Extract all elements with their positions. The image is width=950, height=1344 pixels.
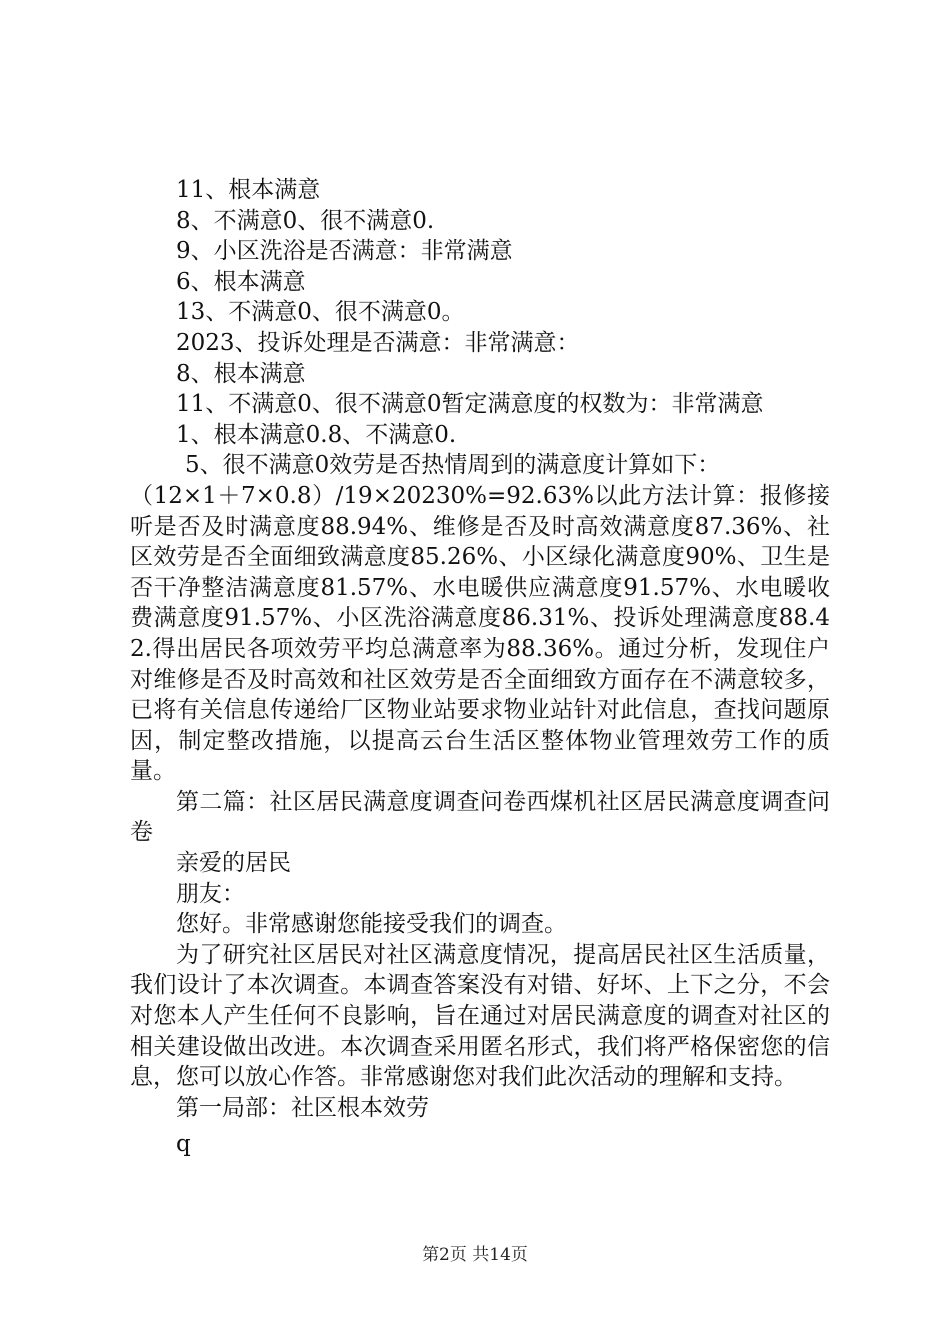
text-line: 8、不满意0、很不满意0.	[176, 207, 435, 234]
text-line: 13、不满意0、很不满意0。	[176, 299, 465, 326]
second-title-text: 第二篇：社区居民满意度调查问卷西煤机社区居民满意度调查问卷	[130, 788, 830, 846]
text-line: 2023、投诉处理是否满意：非常满意：	[176, 329, 580, 356]
intro-paragraph	[130, 940, 830, 1093]
text-line: 6、根本满意	[176, 268, 306, 295]
text-line: 11、根本满意	[176, 177, 321, 203]
calc-paragraph-lead: 5、很不满意0效劳是否热情周到的满意度计算如下：	[185, 452, 721, 479]
document-body	[130, 175, 830, 1160]
section-heading: 第一局部：社区根本效劳	[176, 1094, 429, 1121]
text-line: 1、根本满意0.8、不满意0.	[176, 421, 457, 448]
text-fragment: q	[176, 1131, 191, 1158]
text-line: 11、不满意0、很不满意0暂定满意度的权数为：非常满意	[176, 391, 764, 418]
hello-line: 您好。非常感谢您能接受我们的调查。	[176, 911, 567, 938]
second-title	[130, 787, 830, 848]
greeting-line-1: 亲爱的居民	[176, 850, 291, 877]
text-line: 8、根本满意	[176, 360, 306, 387]
page-footer: 第2页 共14页	[422, 1245, 528, 1265]
greeting-line-2: 朋友：	[176, 880, 245, 907]
intro-text: 为了研究社区居民对社区满意度情况，提高居民社区生活质量，我们设计了本次调查。本调查答案没有对错、好坏、上下之分，不会对您本人产生任何不良影响，旨在通过对居民满意度的调查对社区的相关建设做出改进。本次调查采用匿名形式，我们将严格保密您的信息，您可以放心作答。非常感谢您对我们此次活动的理解和支持。	[130, 941, 830, 1091]
text-line: 9、小区洗浴是否满意：非常满意	[176, 238, 513, 265]
calc-paragraph: （12×1＋7×0.8）/19×20230%=92.63%以此方法计算：报修接听是否及时满意度88.94%、维修是否及时高效满意度87.36%、社区效劳是否全面细致满意度85.26%、小区绿化满意度90%、卫生是否干净整洁满意度81.57%、水电暖供应满意度91.57%、水电暖收费满意度91.57%、小区洗浴满意度86.31%、投诉处理满意度88.42.得出居民各项效劳平均总满意率为88.36%。通过分析，发现住户对维修是否及时高效和社区效劳是否全面细致方面存在不满意较多，已将有关信息传递给厂区物业站要求物业站针对此信息，查找问题原因，制定整改措施，以提高云台生活区整体物业管理效劳工作的质量。	[130, 482, 830, 785]
